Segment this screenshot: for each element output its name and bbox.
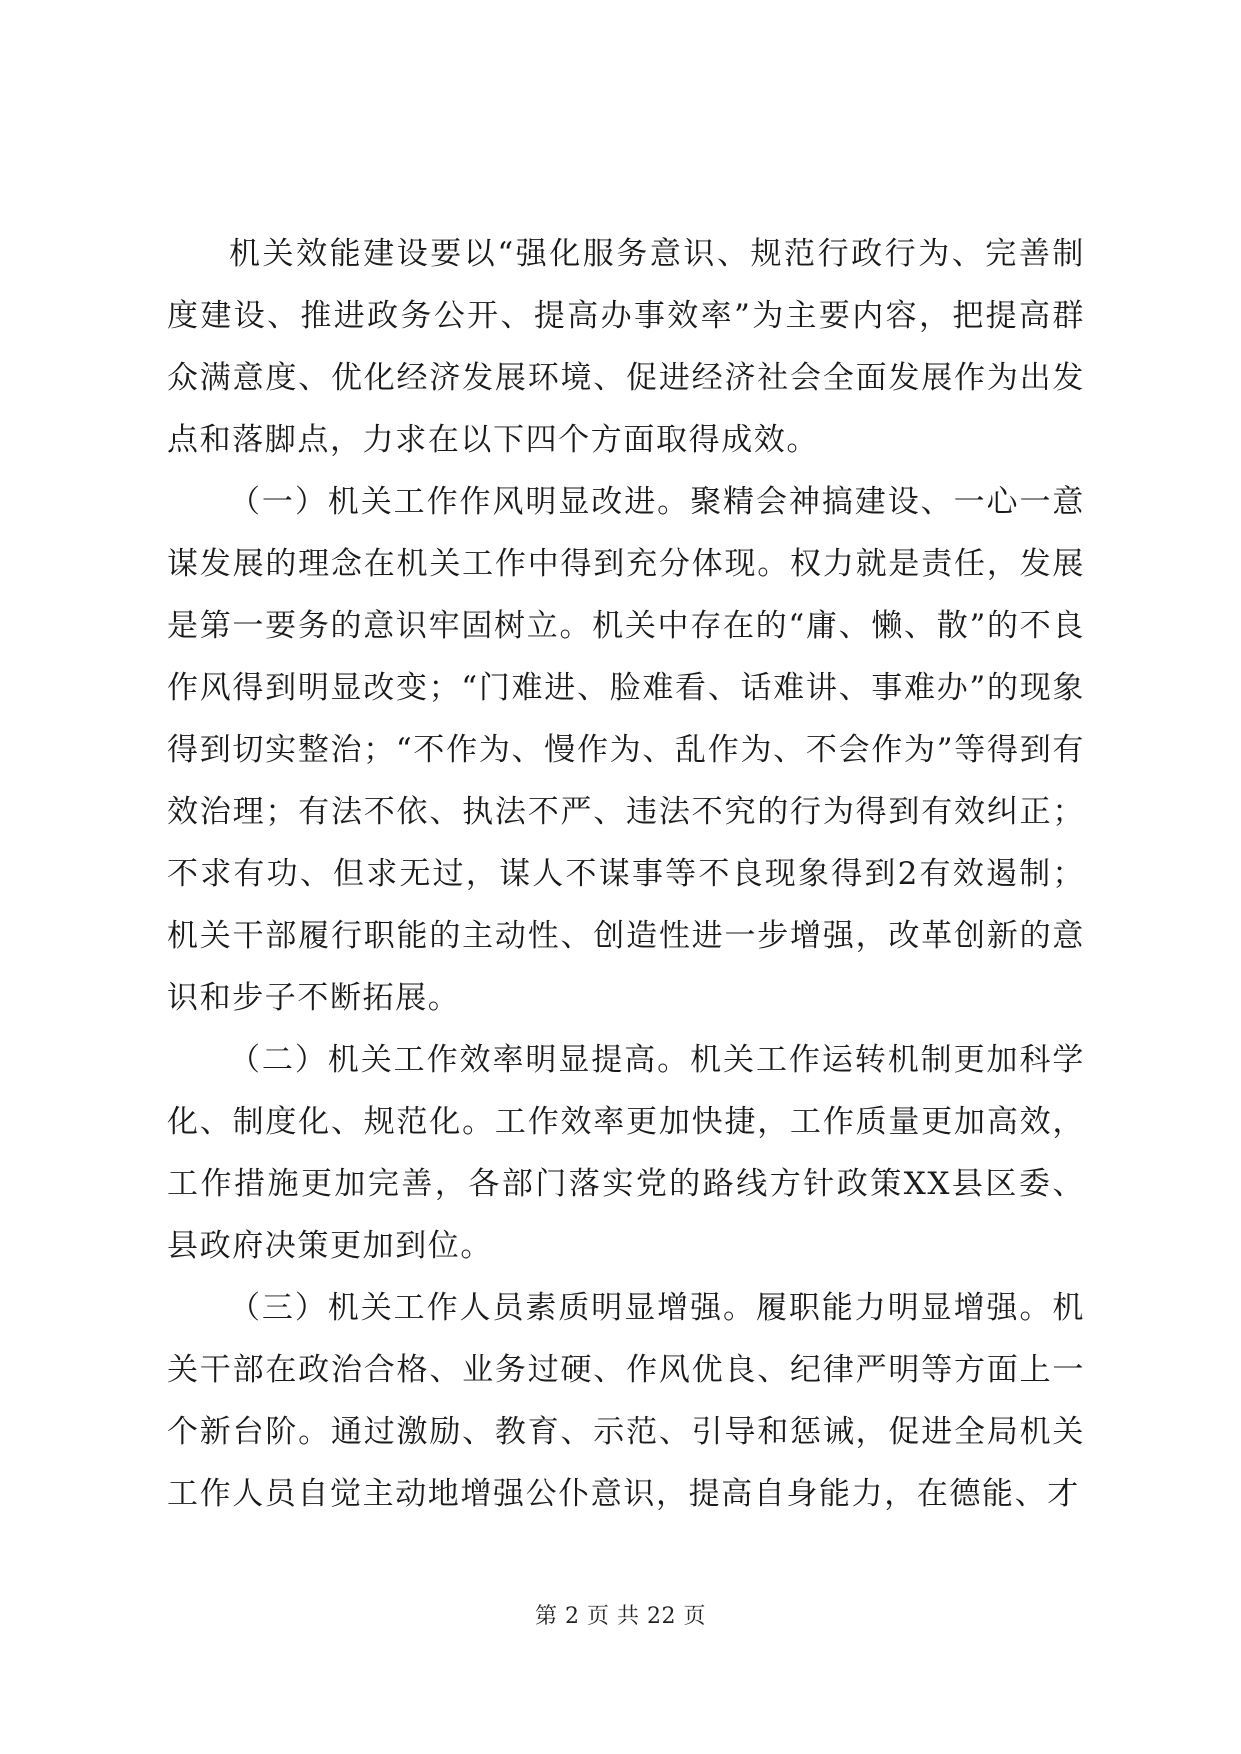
page-number-footer: 第 2 页 共 22 页 <box>535 1604 706 1629</box>
document-body <box>167 223 1085 1525</box>
paragraph-section-2: （二）机关工作效率明显提高。机关工作运转机制更加科学化、制度化、规范化。工作效率更加快捷，工作质量更加高效，工作措施更加完善，各部门落实党的路线方针政策XX县区委、县政府决策更加到位。 <box>167 1042 1085 1264</box>
paragraph-section-3: （三）机关工作人员素质明显增强。履职能力明显增强。机关干部在政治合格、业务过硬、作风优良、纪律严明等方面上一个新台阶。通过激励、教育、示范、引导和惩诫，促进全局机关工作人员自觉主动地增强公仆意识，提高自身能力，在德能、才 <box>167 1290 1085 1512</box>
paragraph-section-1: （一）机关工作作风明显改进。聚精会神搞建设、一心一意谋发展的理念在机关工作中得到充分体现。权力就是责任，发展是第一要务的意识牢固树立。机关中存在的“庸、懒、散”的不良作风得到明显改变；“门难进、脸难看、话难讲、事难办”的现象得到切实整治；“不作为、慢作为、乱作为、不会作为”等得到有效治理；有法不依、执法不严、违法不究的行为得到有效纠正；不求有功、但求无过，谋人不谋事等不良现象得到2有效遏制；机关干部履行职能的主动性、创造性进一步增强，改革创新的意识和步子不断拓展。 <box>167 484 1085 1016</box>
paragraph-intro: 机关效能建设要以“强化服务意识、规范行政行为、完善制度建设、推进政务公开、提高办事效率”为主要内容，把提高群众满意度、优化经济发展环境、促进经济社会全面发展作为出发点和落脚点，力求在以下四个方面取得成效。 <box>167 236 1085 458</box>
